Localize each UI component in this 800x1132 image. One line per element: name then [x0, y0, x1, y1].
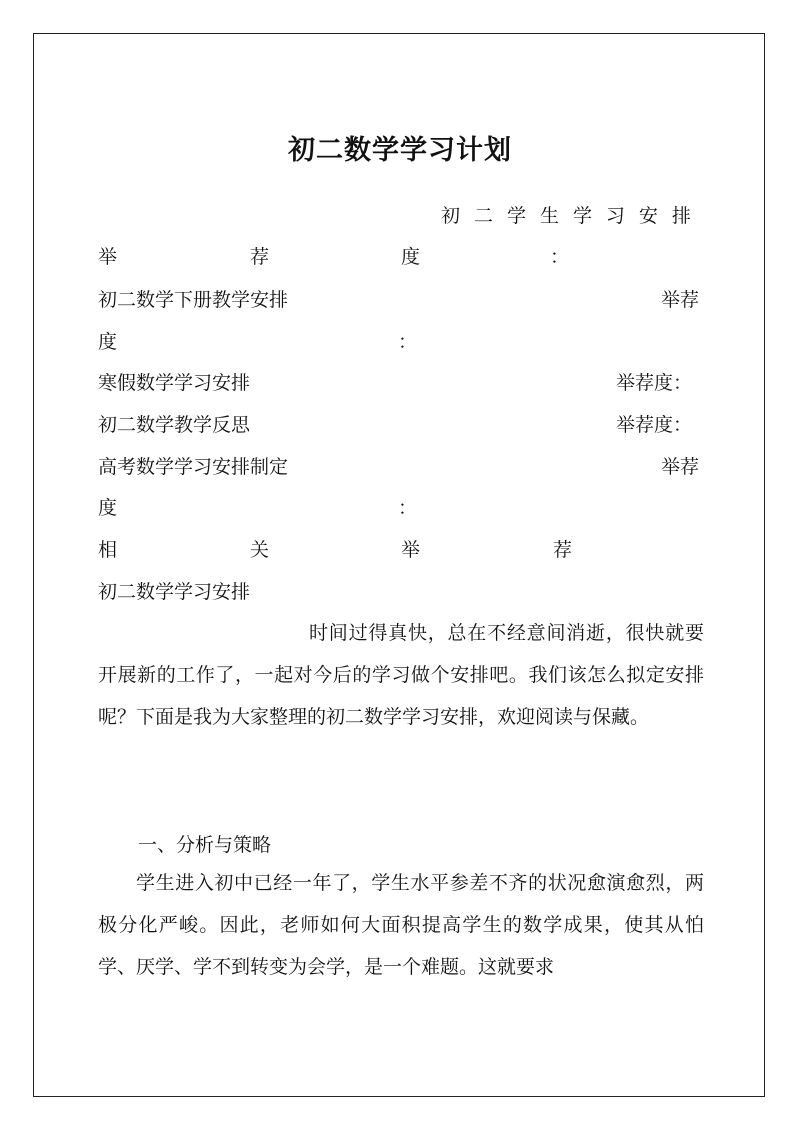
related-item[interactable]: 初二数学学习安排 [98, 581, 251, 603]
intro-paragraph: 时间过得真快，总在不经意间消逝，很快就要开展新的工作了，一起对今后的学习做个安排吧。我们该怎么拟定安排呢？下面是我为大家整理的初二数学学习安排，欢迎阅读与保藏。 [98, 622, 704, 728]
recommend-char: 举 [98, 246, 118, 268]
subtitle-char: 安 [638, 205, 658, 227]
link-item-rating-label: 举荐 [661, 456, 700, 478]
subtitle-char: 排 [671, 205, 691, 227]
subtitle [441, 203, 691, 229]
subtitle-char: 习 [605, 205, 625, 227]
link-item-rating-colon: ： [398, 331, 418, 353]
link-item-title[interactable]: 初二数学教学反思 [98, 414, 251, 436]
link-item-rating-label: 举荐 [661, 289, 700, 311]
related-char: 关 [250, 539, 270, 561]
related-char: 举 [401, 539, 421, 561]
related-char: 荐 [553, 539, 573, 561]
section-heading: 一、分析与策略 [138, 834, 272, 856]
subtitle-char: 初 [441, 205, 461, 227]
link-item-rating-wrap: 度 [98, 497, 118, 519]
link-item-rating-label: 举荐度： [616, 372, 693, 394]
recommend-char: 荐 [250, 246, 270, 268]
subtitle-char: 学 [506, 205, 526, 227]
link-item-title[interactable]: 高考数学学习安排制定 [98, 456, 289, 478]
subtitle-char: 生 [539, 205, 559, 227]
link-item-rating-wrap: 度 [98, 331, 118, 353]
recommend-char: ： [550, 246, 570, 268]
subtitle-char: 二 [473, 205, 493, 227]
page-title: 初二数学学习计划 [288, 135, 512, 166]
recommend-char: 度 [401, 246, 421, 268]
link-item-title[interactable]: 初二数学下册教学安排 [98, 289, 289, 311]
link-item-rating-label: 举荐度： [616, 414, 693, 436]
section-paragraph: 学生进入初中已经一年了，学生水平参差不齐的状况愈演愈烈，两极分化严峻。因此，老师如何大面积提高学生的数学成果，使其从怕学、厌学、学不到转变为会学，是一个难题。这就要求 [98, 872, 704, 978]
subtitle-char: 学 [572, 205, 592, 227]
link-item-title[interactable]: 寒假数学学习安排 [98, 372, 251, 394]
link-item-rating-colon: ： [398, 497, 418, 519]
related-char: 相 [98, 539, 118, 561]
